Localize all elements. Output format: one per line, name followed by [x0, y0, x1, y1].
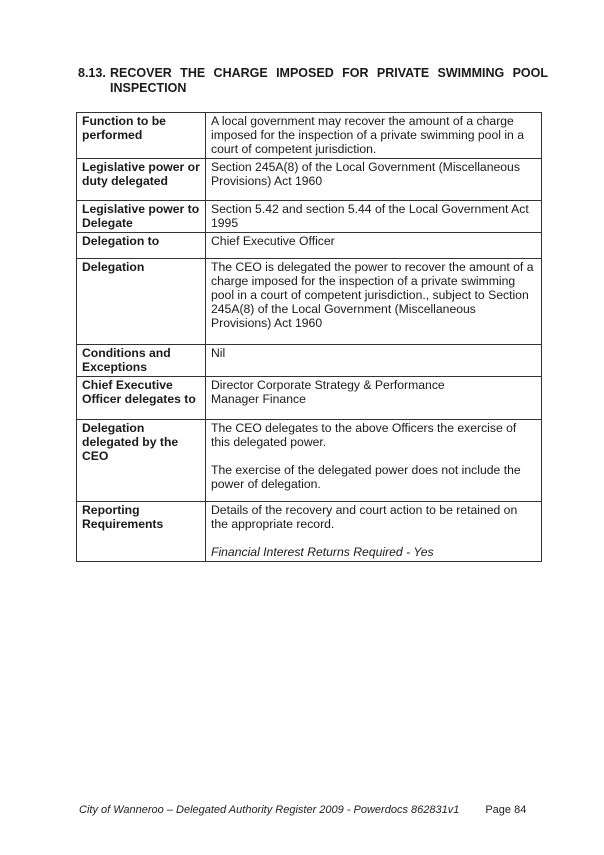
row-value-delegation-to — [206, 233, 542, 259]
row-label-ceo-delegates-to: Chief Executive Officer delegates to — [77, 377, 206, 420]
row-value-ceo-delegates-to — [206, 377, 542, 420]
section-heading — [78, 66, 548, 96]
table-row — [77, 420, 542, 502]
footer-text: City of Wanneroo – Delegated Authority Register 2009 - Powerdocs 862831v1 — [79, 804, 460, 816]
row-value-delegation — [206, 259, 542, 345]
row-label-delegation-to: Delegation to — [77, 233, 206, 259]
page-footer — [79, 804, 526, 816]
table-row — [77, 159, 542, 201]
row-value-text: Manager Finance — [211, 392, 306, 406]
section-title: RECOVER THE CHARGE IMPOSED FOR PRIVATE SWIMMING POOL INSPECTION — [110, 66, 548, 95]
row-value-text: The CEO delegates to the above Officers the exercise of this delegated power. — [211, 421, 517, 449]
row-value-text: Section 245A(8) of the Local Government (Miscellaneous Provisions) Act 1960 — [211, 160, 520, 188]
row-label-delegation: Delegation — [77, 259, 206, 345]
row-value-delegated-by-ceo — [206, 420, 542, 502]
table-row — [77, 345, 542, 377]
table-row — [77, 233, 542, 259]
row-label-conditions: Conditions and Exceptions — [77, 345, 206, 377]
row-value-text: The CEO is delegated the power to recover the amount of a charge imposed for the inspection of a private swimming pool in a court of competent jurisdiction., subject to Section 245A(8) of the Local Government (Miscellaneous Provisions) Act 1960 — [211, 260, 534, 330]
row-value-text: Nil — [211, 346, 226, 360]
row-value-legislative-power — [206, 159, 542, 201]
page-number: Page 84 — [485, 804, 527, 816]
row-label-reporting: Reporting Requirements — [77, 502, 206, 562]
row-value-power-to-delegate — [206, 201, 542, 233]
row-value-text: A local government may recover the amount of a charge imposed for the inspection of a private swimming pool in a court of competent jurisdiction. — [211, 114, 524, 156]
table-row — [77, 113, 542, 159]
row-value-text: Details of the recovery and court action to be retained on the appropriate record. — [211, 503, 518, 531]
table-row — [77, 201, 542, 233]
row-value-function — [206, 113, 542, 159]
row-value-text: Director Corporate Strategy & Performance — [211, 378, 445, 392]
row-value-text: Section 5.42 and section 5.44 of the Local Government Act 1995 — [211, 202, 529, 230]
table-row — [77, 377, 542, 420]
row-value-conditions — [206, 345, 542, 377]
row-value-text: The exercise of the delegated power does not include the power of delegation. — [211, 463, 521, 491]
row-label-power-to-delegate: Legislative power to Delegate — [77, 201, 206, 233]
table-row — [77, 259, 542, 345]
row-label-delegated-by-ceo: Delegation delegated by the CEO — [77, 420, 206, 502]
row-label-function: Function to be performed — [77, 113, 206, 159]
section-number: 8.13. — [78, 66, 106, 80]
table-row — [77, 502, 542, 562]
row-value-reporting — [206, 502, 542, 562]
row-label-legislative-power: Legislative power or duty delegated — [77, 159, 206, 201]
row-value-text: Chief Executive Officer — [211, 234, 335, 248]
row-value-text: Financial Interest Returns Required - Yes — [211, 545, 434, 559]
delegation-table — [76, 112, 542, 562]
